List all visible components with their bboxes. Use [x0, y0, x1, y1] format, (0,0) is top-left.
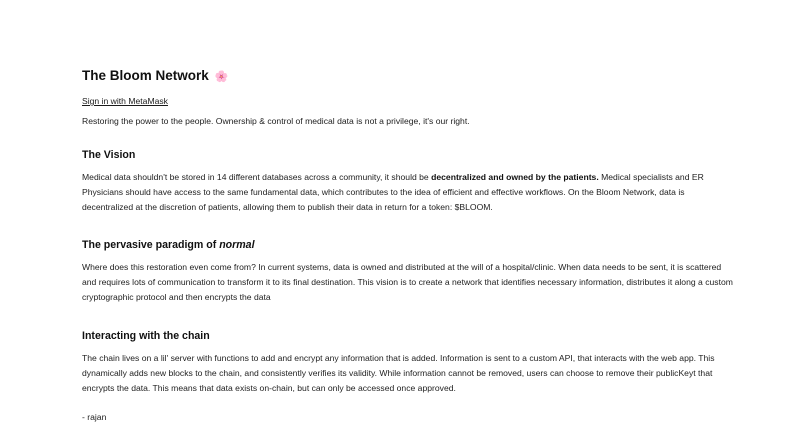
tagline: Restoring the power to the people. Ownership & control of medical data is not a privilege, it's our right. — [82, 116, 470, 126]
body-text: Medical data shouldn't be stored in 14 different databases across a community, it should be — [82, 172, 432, 182]
section-heading-vision: The Vision — [82, 149, 136, 161]
section-body-paradigm: Where does this restoration even come from? In current systems, data is owned and distributed at the will of a hospital/clinic. When data needs to be sent, it is scattered and requires lots of communication to transform it to its final destination. This vision is to create a network that identifies necessary information, distributes it along a custom cryptographic protocol and then encrypts the data — [82, 262, 733, 302]
body-emphasis: decentralized and owned by the patients. — [431, 172, 599, 182]
heading-italic: normal — [219, 239, 255, 251]
signature: - rajan — [82, 412, 107, 422]
page-title-text: The Bloom Network — [82, 68, 209, 83]
page-title — [82, 67, 736, 85]
cherry-blossom-icon: 🌸 — [214, 71, 229, 83]
section-heading-chain: Interacting with the chain — [82, 330, 210, 342]
section-body-vision — [82, 170, 736, 215]
section-paradigm — [82, 238, 736, 305]
section-heading-paradigm — [82, 238, 736, 252]
section-vision — [82, 148, 736, 215]
section-body-chain: The chain lives on a lil' server with functions to add and encrypt any information that is added. Information is sent to a custom API, that interacts with the web app. This dynamically adds new blocks to the chain, and consistently verifies its validity. While information cannot be removed, users can choose to remove their publicKeyt that encrypts the data. This means that data exists on-chain, but can only be accessed once approved. — [82, 353, 715, 393]
section-chain — [82, 329, 736, 396]
body-text: Medical specialists and ER Physicians should have access to the same fundamental data, which contributes to the idea of efficient and effective workflows. On the Bloom Network, data is decentralized at the discretion of patients, allowing them to publish their data in return for a token: $BLOOM. — [82, 172, 704, 212]
sign-in-metamask-link[interactable]: Sign in with MetaMask — [82, 96, 168, 106]
heading-text: The pervasive paradigm of — [82, 239, 220, 251]
